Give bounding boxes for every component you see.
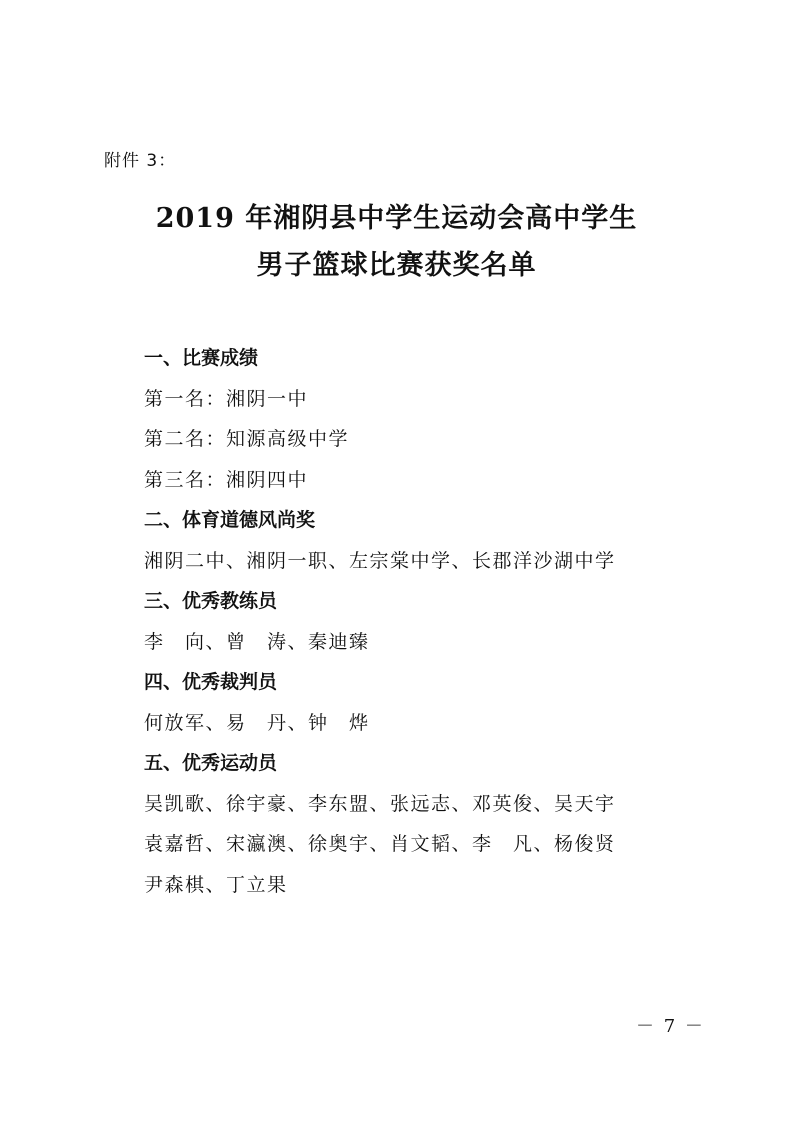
- athlete-names-line-2: 袁嘉哲、宋瀛澳、徐奥宇、肖文韬、李 凡、杨俊贤: [144, 833, 616, 855]
- sportsmanship-schools: 湘阴二中、湘阴一职、左宗棠中学、长郡洋沙湖中学: [144, 549, 616, 572]
- section-heading-coaches: 三、优秀教练员: [144, 590, 278, 612]
- coach-names: 李 向、曾 涛、秦迪臻: [144, 630, 370, 653]
- attachment-label: 附件 3：: [104, 151, 177, 171]
- section-heading-referees: 四、优秀裁判员: [144, 671, 278, 693]
- referee-names: 何放军、易 丹、钟 烨: [144, 711, 370, 734]
- document-title-line-2: 男子篮球比赛获奖名单: [256, 250, 537, 281]
- section-heading-sportsmanship: 二、体育道德风尚奖: [144, 509, 316, 531]
- award-list: [144, 338, 664, 905]
- result-third-place: 第三名：湘阴四中: [144, 468, 309, 491]
- section-heading-results: 一、比赛成绩: [144, 347, 259, 369]
- athlete-names-line-3: 尹森棋、丁立果: [144, 873, 288, 896]
- athlete-names-line-1: 吴凯歌、徐宇豪、李东盟、张远志、邓英俊、吴天宇: [144, 792, 616, 815]
- result-second-place: 第二名：知源高级中学: [144, 428, 350, 450]
- document-title-line-1: 2019 年湘阴县中学生运动会高中学生: [155, 203, 638, 234]
- section-heading-athletes: 五、优秀运动员: [144, 752, 278, 774]
- result-first-place: 第一名：湘阴一中: [144, 387, 309, 410]
- page-number: － 7 －: [636, 1016, 705, 1037]
